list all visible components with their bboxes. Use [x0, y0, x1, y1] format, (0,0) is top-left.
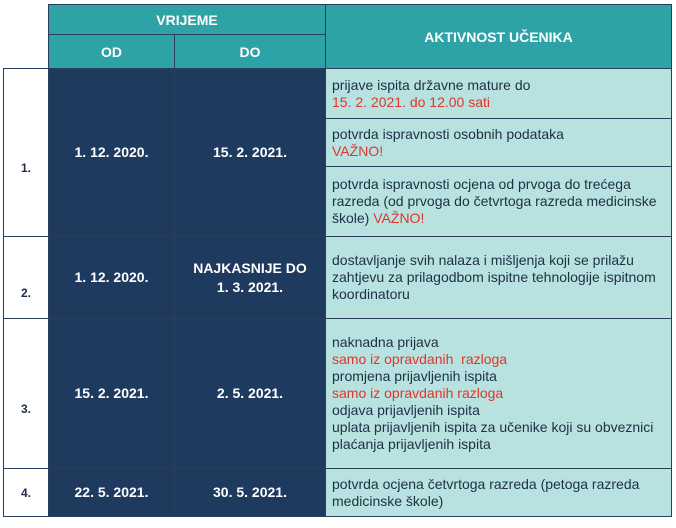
activity-text: potvrda ispravnosti ocjena od prvoga do trećega razreda (od prvoga do četvrtoga razreda medicinske škole): [332, 176, 657, 226]
to-date-cell: [175, 237, 326, 319]
activity-text: prijave ispita državne mature do: [332, 76, 531, 93]
time-header: VRIJEME: [49, 5, 326, 35]
from-date-cell: 15. 2. 2021.: [49, 319, 175, 469]
to-date-cell: 15. 2. 2021.: [175, 69, 326, 237]
row-number: 1.: [20, 160, 31, 175]
activity-text: uplata prijavljenih ispita za učenike koji su obveznici plaćanja prijavljenih ispita: [332, 419, 654, 452]
table-row: [4, 237, 672, 319]
activity-cell: [326, 319, 672, 469]
activity-cell: [326, 119, 672, 167]
row-number-cell: [4, 69, 49, 237]
important-note: VAŽNO!: [373, 210, 425, 226]
header-row-top: [4, 5, 672, 35]
from-header: OD: [49, 35, 175, 69]
to-date-cell: 2. 5. 2021.: [175, 319, 326, 469]
to-header: DO: [175, 35, 326, 69]
activity-header: AKTIVNOST UČENIKA: [326, 5, 672, 69]
activity-cell: [326, 167, 672, 237]
to-date-cell: 30. 5. 2021.: [175, 469, 326, 517]
row-number: 2.: [20, 285, 31, 300]
table-row: [4, 469, 672, 517]
deadline-label: NAJKASNIJE DO: [193, 259, 307, 276]
activity-text: potvrda ispravnosti osobnih podataka: [332, 125, 564, 142]
table-row: [4, 69, 672, 119]
table-row: [4, 319, 672, 469]
deadline-text: 15. 2. 2021. do 12.00 sati: [332, 93, 491, 110]
row-number: 3.: [20, 401, 31, 416]
exam-schedule-table: [3, 4, 672, 517]
row-number-cell: [4, 237, 49, 319]
activity-cell: dostavljanje svih nalaza i mišljenja koji se prilažu zahtjevu za prilagodbom ispitne tehnologije ispitnom koordinatoru: [326, 237, 672, 319]
activity-text: naknadna prijava: [332, 334, 439, 350]
row-number: 4.: [20, 485, 31, 500]
activity-cell: [326, 69, 672, 119]
from-date-cell: 1. 12. 2020.: [49, 237, 175, 319]
activity-text: odjava prijavljenih ispita: [332, 402, 480, 418]
important-note: VAŽNO!: [332, 142, 384, 159]
row-number-cell: [4, 319, 49, 469]
from-date-cell: 22. 5. 2021.: [49, 469, 175, 517]
activity-text: promjena prijavljenih ispita: [332, 368, 497, 384]
deadline-date: 1. 3. 2021.: [216, 278, 284, 295]
corner-blank-cell: [4, 5, 49, 69]
row-number-cell: [4, 469, 49, 517]
from-date-cell: 1. 12. 2020.: [49, 69, 175, 237]
reason-note: samo iz opravdanih razloga: [332, 351, 508, 367]
activity-cell: potvrda ocjena četvrtoga razreda (petoga razreda medicinske škole): [326, 469, 672, 517]
reason-note: samo iz opravdanih razloga: [332, 385, 504, 401]
